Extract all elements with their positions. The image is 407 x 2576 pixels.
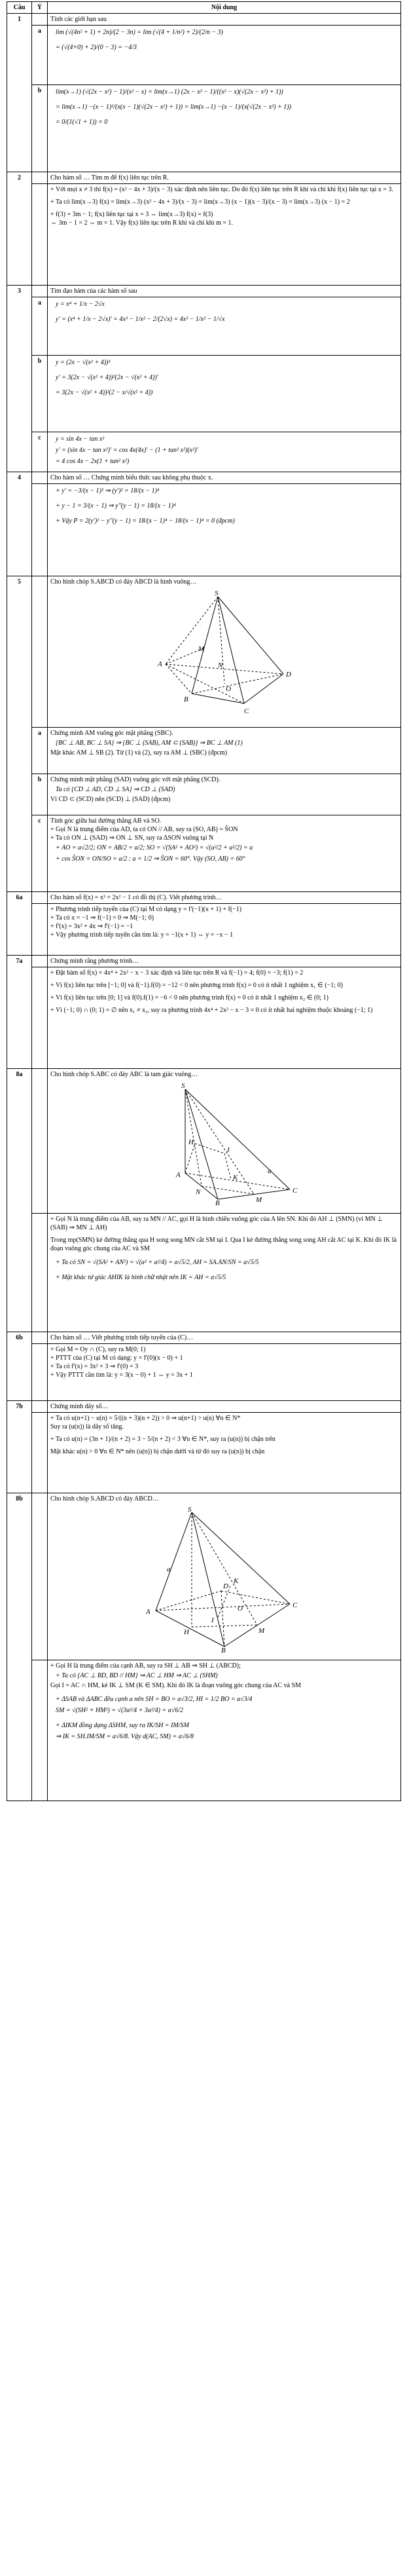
- table-row: [7, 172, 401, 184]
- formula-line: + Ta có {AC ⊥ BD, BD // HM} ⇒ AC ⊥ HM ⇒ AC ⊥ (SHM): [56, 1672, 218, 1679]
- solution-line: + f(3) = 3m − 1; f(x) liên tục tại x = 3 ⇔ lim(x→3) f(x) = f(3): [50, 211, 213, 218]
- formula-line: + cos ŜON = ON/SO = a/2 : a = 1/2 ⇒ ŜON = 60°. Vậy (SO, AB) = 60°: [56, 855, 245, 863]
- question-6a-solution: [48, 904, 401, 956]
- table-row: [7, 1493, 401, 1660]
- header-content: Nội dung: [48, 2, 401, 14]
- question-number-3: 3: [7, 286, 32, 472]
- solution-line: + Vậy PTTT cần tìm là: y = 3(x − 0) + 1 ⇔ y = 3x + 1: [50, 1372, 193, 1379]
- header-part: Ý: [32, 2, 48, 14]
- question-7b-intro: Chứng minh dãy số…: [48, 1401, 401, 1413]
- point-label-o: O: [225, 685, 231, 693]
- header-question: Câu: [7, 2, 32, 14]
- table-row: [7, 1069, 401, 1214]
- point-label-m: M: [258, 1627, 264, 1635]
- solution-line: Chứng minh mặt phẳng (SAD) vuông góc với mặt phẳng (SCD).: [50, 776, 221, 783]
- table-row: [7, 85, 401, 172]
- question-3a-solution: [48, 297, 401, 356]
- vertex-label-s: S: [181, 1082, 185, 1090]
- point-label-m: M: [255, 1196, 262, 1204]
- formula-line: + y' = −3/(x − 1)² ⇒ (y')² = 18/(x − 1)⁴: [56, 487, 160, 495]
- formula-line: = 4 cos 4x − 2x(1 + tan² x²): [56, 458, 130, 465]
- formula-line: y' = 3(2x − √(x² + 4))²(2x − √(x² + 4))': [56, 374, 158, 381]
- point-label-k: K: [232, 1174, 238, 1182]
- question-8a-intro: [48, 1069, 401, 1214]
- formula-line: + Ta có SN = √(SA² + AN²) = √(a² + a²/4) = a√5/2, AH = SA.AN/SN = a√5/5: [56, 1259, 259, 1266]
- question-number-4: 4: [7, 472, 32, 576]
- question-7a-solution: [48, 967, 401, 1069]
- table-row: [7, 184, 401, 286]
- table-row: [7, 432, 401, 472]
- question-number-8a: 8a: [7, 1069, 32, 1332]
- part-label-b: b: [32, 774, 48, 815]
- solution-line: ⇔ 3m − 1 = 2 ⇔ m = 1. Vậy f(x) liên tục trên R khi và chỉ khi m = 1.: [50, 219, 234, 227]
- edge-label-a: a: [166, 1565, 170, 1573]
- question-2-solution: [48, 184, 401, 286]
- table-row: [7, 286, 401, 297]
- question-7b-solution: [48, 1413, 401, 1493]
- formula-line: + ΔSAB và ΔABC đều cạnh a nên SH = BO = a√3/2, HI = 1/2 BO = a√3/4: [56, 1696, 253, 1703]
- vertex-label-b: B: [221, 1647, 226, 1653]
- formula-line: + y − 1 = 3/(x − 1) ⇒ y''(y − 1) = 18/(x − 1)⁴: [56, 502, 176, 510]
- solution-line: + Đặt hàm số f(x) = 4x⁴ + 2x² − x − 3 xác định và liên tục trên R và f(−1) = 4; f(0) = −3; f(1) = 2: [50, 969, 304, 977]
- solution-line: + Gọi M = Oy ∩ (C), suy ra M(0; 1): [50, 1346, 146, 1353]
- question-number-6a: 6a: [7, 892, 32, 956]
- formula-line: + Vậy P = 2(y')² − y''(y − 1) = 18/(x − 1)⁴ − 18/(x − 1)⁴ = 0 (đpcm): [56, 517, 235, 525]
- question-6b-solution: [48, 1344, 401, 1401]
- vertex-label-b: B: [183, 696, 188, 703]
- pyramid-figure-sabc: [139, 1081, 310, 1206]
- vertex-label-b: B: [215, 1199, 220, 1206]
- question-6b-intro: Cho hàm số … Viết phương trình tiếp tuyến của (C)…: [48, 1332, 401, 1344]
- edge-label-a: a: [267, 1167, 271, 1175]
- point-label-h: H: [188, 1138, 194, 1146]
- question-5b-solution: [48, 774, 401, 815]
- solution-line: + Vì f(x) liên tục trên [−1; 0] và f(−1).f(0) = −12 < 0 nên phương trình f(x) = 0 có ít nhất 1 nghiệm x₁ ∈ (−1; 0): [50, 982, 343, 989]
- formula-line: lim (√(4n² + 1) + 2n)/(2 − 3n) = lim (√(4 + 1/n²) + 2)/(2/n − 3): [56, 29, 223, 36]
- table-row: [7, 484, 401, 576]
- formula-line: Ta có {CD ⊥ AD, CD ⊥ SA} ⇒ CD ⊥ (SAD): [56, 786, 175, 793]
- solution-line: + f'(x) = 3x² + 4x ⇒ f'(−1) = −1: [50, 923, 133, 930]
- question-number-7a: 7a: [7, 956, 32, 1069]
- solution-line: + Vì (−1; 0) ∩ (0; 1) = ∅ nên x₁ ≠ x₂, suy ra phương trình 4x⁴ + 2x² − x − 3 = 0 có ít nhất hai nghiệm thuộc khoảng (−1; 1): [50, 1007, 373, 1014]
- formula-line: {BC ⊥ AB, BC ⊥ SA} ⇒ {BC ⊥ (SAB), AM ⊂ (SAB)} ⇒ BC ⊥ AM (1): [56, 739, 243, 747]
- solution-line: Mặt khác AM ⊥ SB (2). Từ (1) và (2), suy ra AM ⊥ (SBC) (đpcm): [50, 749, 228, 756]
- question-number-8b: 8b: [7, 1493, 32, 1801]
- solution-line: Vì CD ⊂ (SCD) nên (SCD) ⊥ (SAD) (đpcm): [50, 796, 171, 803]
- formula-line: ⇒ IK = SH.IM/SM = a√6/8. Vậy d(AC, SM) = a√6/8: [56, 1733, 194, 1740]
- question-number-1: 1: [7, 14, 32, 172]
- point-label-i: I: [226, 1146, 230, 1154]
- question-5-intro: [48, 576, 401, 728]
- question-6a-intro: Cho hàm số f(x) = x³ + 2x² − 1 có đồ thị (C). Viết phương trình…: [48, 892, 401, 904]
- question-7a-intro: Chứng minh rằng phương trình…: [48, 956, 401, 967]
- table-row: [7, 297, 401, 356]
- part-empty: [32, 14, 48, 26]
- solution-line: + PTTT của (C) tại M có dạng: y = f'(0)(x − 0) + 1: [50, 1354, 183, 1362]
- table-row: [7, 956, 401, 967]
- question-8b-intro-text: Cho hình chóp S.ABCD có đáy ABCD…: [50, 1495, 159, 1503]
- formula-line: y' = (x⁴ + 1/x − 2√x)' = 4x³ − 1/x² − 2/(2√x) = 4x³ − 1/x² − 1/√x: [56, 316, 225, 323]
- formula-line: SM = √(SH² + HM²) = √(3a²/4 + 3a²/4) = a√6/2: [56, 1707, 183, 1714]
- table-row: [7, 14, 401, 26]
- solution-line: Suy ra (u(n)) là dãy số tăng.: [50, 1423, 124, 1430]
- solution-line: + Ta có x = −1 ⇒ f(−1) = 0 ⇒ M(−1; 0): [50, 914, 154, 922]
- question-8a-solution: [48, 1214, 401, 1332]
- vertex-label-c: C: [292, 1187, 297, 1195]
- formula-line: y = sin 4x − tan x²: [56, 436, 105, 443]
- question-number-6b: 6b: [7, 1332, 32, 1401]
- point-label-n: N: [195, 1188, 200, 1196]
- solution-line: + Gọi N là trung điểm của AD, ta có ON // AB, suy ra (SO, AB) = ŜON: [50, 826, 238, 833]
- question-1-intro: Tính các giới hạn sau: [48, 14, 401, 26]
- point-label-n: N: [217, 662, 222, 669]
- point-label-h: H: [183, 1628, 189, 1636]
- question-number-5: 5: [7, 576, 32, 892]
- part-label-c: c: [32, 432, 48, 472]
- vertex-label-a: A: [175, 1171, 181, 1179]
- part-label-b: b: [32, 85, 48, 172]
- point-label-o: O: [237, 1605, 243, 1613]
- part-label-a: a: [32, 728, 48, 774]
- answer-table: [7, 1, 401, 1801]
- question-5c-solution: [48, 815, 401, 892]
- table-row: [7, 728, 401, 774]
- question-4-intro: Cho hàm số … Chứng minh biểu thức sau không phụ thuộc x.: [48, 472, 401, 484]
- part-label-a: a: [32, 297, 48, 356]
- part-label-b: b: [32, 356, 48, 432]
- table-row: [7, 1401, 401, 1413]
- formula-line: = 0/(1(√1 + 1)) = 0: [56, 119, 108, 126]
- question-8b-solution: [48, 1660, 401, 1801]
- pyramid-figure-sabcd-2: [139, 1506, 310, 1653]
- vertex-label-s: S: [214, 589, 218, 597]
- point-label-m: M: [198, 645, 204, 653]
- table-row: [7, 904, 401, 956]
- vertex-label-c: C: [292, 1601, 297, 1609]
- table-row: [7, 1413, 401, 1493]
- solution-line: + Ta có lim(x→3) f(x) = lim(x→3) (x² − 4x + 3)/(x − 3) = lim(x→3) (x − 1)(x − 3)/(x − 3) = lim(x→3) (x − 1) = 2: [50, 198, 350, 206]
- solution-line: + Gọi H là trung điểm của cạnh AB, suy ra SH ⊥ AB ⇒ SH ⊥ (ABCD);: [50, 1662, 241, 1670]
- table-row: [7, 26, 401, 85]
- question-3-intro: Tìm đạo hàm của các hàm số sau: [48, 286, 401, 297]
- table-row: [7, 1214, 401, 1332]
- question-5a-solution: [48, 728, 401, 774]
- pyramid-figure-sabcd: [146, 589, 303, 720]
- solution-line: Gọi I = AC ∩ HM, kẻ IK ⊥ SM (K ∈ SM). Khi đó IK là đoạn vuông góc chung của AC và SM: [50, 1682, 302, 1689]
- formula-line: = 3(2x − √(x² + 4))²(2 − x/√(x² + 4)): [56, 389, 153, 396]
- solution-line: + Ta có ON ⊥ (SAD) ⇒ ON ⊥ SN, suy ra ΔSON vuông tại N: [50, 834, 214, 842]
- question-2-intro: Cho hàm số … Tìm m để f(x) liên tục trên R.: [48, 172, 401, 184]
- formula-line: y' = (sin 4x − tan x²)' = cos 4x(4x)' − (1 + tan² x²)(x²)': [56, 447, 198, 454]
- solution-line: + Ta có f'(x) = 3x² + 3 ⇒ f'(0) = 3: [50, 1363, 139, 1370]
- vertex-label-s: S: [187, 1506, 191, 1514]
- vertex-label-d: D: [285, 671, 291, 679]
- formula-line: lim(x→1) (√(2x − x²) − 1)/(x² − x) = lim(x→1) (2x − x² − 1)/((x² − x)(√(2x − x²) + 1)): [56, 88, 283, 96]
- solution-line: Chứng minh AM vuông góc mặt phẳng (SBC).: [50, 730, 173, 737]
- solution-line: + Vậy phương trình tiếp tuyến cần tìm là: y = −1(x + 1) ⇔ y = −x − 1: [50, 931, 234, 939]
- part-label-c: c: [32, 815, 48, 892]
- solution-line: + Với mọi x ≠ 3 thì f(x) = (x² − 4x + 3)/(x − 3) xác định nên liên tục. Do đó f(x) liên tục trên R khi và chỉ khi f(x) liên tục tại x = 3.: [50, 186, 393, 193]
- table-row: [7, 815, 401, 892]
- table-row: [7, 1344, 401, 1401]
- formula-line: + Mặt khác tứ giác AHIK là hình chữ nhật nên IK = AH = a√5/5: [56, 1274, 226, 1281]
- part-label-a: a: [32, 26, 48, 85]
- solution-line: + Phương trình tiếp tuyến của (C) tại M có dạng y = f'(−1)(x + 1) + f(−1): [50, 906, 242, 913]
- question-1a-solution: [48, 26, 401, 85]
- formula-line: + ΔIKM đồng dạng ΔSHM, suy ra IK/SH = IM/SM: [56, 1722, 189, 1729]
- question-number-2: 2: [7, 172, 32, 286]
- table-row: [7, 356, 401, 432]
- question-5-intro-text: Cho hình chóp S.ABCD có đáy ABCD là hình vuông…: [50, 578, 197, 586]
- table-row: [7, 774, 401, 815]
- point-label-k: K: [233, 1577, 238, 1585]
- solution-line: + Gọi N là trung điểm của AB, suy ra MN // AC, gọi H là hình chiếu vuông góc của A lên SN. Khi đó AH ⊥ (SMN) (vì MN ⊥ (SAB) ⇒ MN ⊥ AH): [50, 1216, 383, 1231]
- table-row: [7, 1660, 401, 1801]
- table-row: [7, 967, 401, 1069]
- solution-line: Trong mp(SMN) kẻ đường thẳng qua H song song MN cắt SM tại I. Qua I kẻ đường thẳng song song AH cắt AC tại K. Khi đó IK là đoạn vuông góc chung của AC và SM: [50, 1237, 397, 1252]
- question-1b-solution: [48, 85, 401, 172]
- question-8a-intro-text: Cho hình chóp S.ABC có đáy ABC là tam giác vuông…: [50, 1071, 198, 1078]
- formula-line: = lim(x→1) −(x − 1)²/(x(x − 1)(√(2x − x²) + 1)) = lim(x→1) −(x − 1)/(x(√(2x − x²) + 1)): [56, 103, 291, 111]
- formula-line: + AO = a√2/2; ON = AB/2 = a/2; SO = √(SA² + AO²) = √(a²/2 + a²/2) = a: [56, 844, 253, 851]
- question-4-solution: [48, 484, 401, 576]
- formula-line: y = (2x − √(x² + 4))³: [56, 359, 111, 366]
- solution-line: + Ta có u(n+1) − u(n) = 5/((n + 3)(n + 2)) > 0 ⇒ u(n+1) > u(n) ∀n ∈ N*: [50, 1415, 241, 1422]
- table-header-row: [7, 2, 401, 14]
- formula-line: y = x⁴ + 1/x − 2√x: [56, 301, 105, 308]
- question-3c-solution: [48, 432, 401, 472]
- question-8b-intro: [48, 1493, 401, 1660]
- table-row: [7, 1332, 401, 1344]
- point-label-i: I: [211, 1616, 214, 1624]
- question-3b-solution: [48, 356, 401, 432]
- solution-line: + Vì f(x) liên tục trên [0; 1] và f(0).f(1) = −6 < 0 nên phương trình f(x) = 0 có ít nhất 1 nghiệm x₂ ∈ (0; 1): [50, 994, 328, 1001]
- solution-line: Mặt khác u(n) > 0 ∀n ∈ N* nên (u(n)) bị chặn dưới và từ đó suy ra (u(n)) bị chặn: [50, 1448, 265, 1455]
- solution-line: + Ta có u(n) = (3n + 1)/(n + 2) = 3 − 5/(n + 2) < 3 ∀n ∈ N*, suy ra (u(n)) bị chặn trên: [50, 1436, 275, 1443]
- table-row: [7, 892, 401, 904]
- answer-key-page: [0, 1, 407, 2576]
- table-row: [7, 472, 401, 484]
- formula-line: = (√(4+0) + 2)/(0 − 3) = −4/3: [56, 44, 137, 51]
- vertex-label-a: A: [145, 1608, 150, 1616]
- vertex-label-d: D: [222, 1582, 228, 1590]
- table-row: [7, 576, 401, 728]
- vertex-label-c: C: [243, 707, 249, 715]
- vertex-label-a: A: [157, 660, 162, 668]
- question-number-7b: 7b: [7, 1401, 32, 1493]
- solution-line: Tính góc giữa hai đường thẳng AB và SO.: [50, 817, 162, 825]
